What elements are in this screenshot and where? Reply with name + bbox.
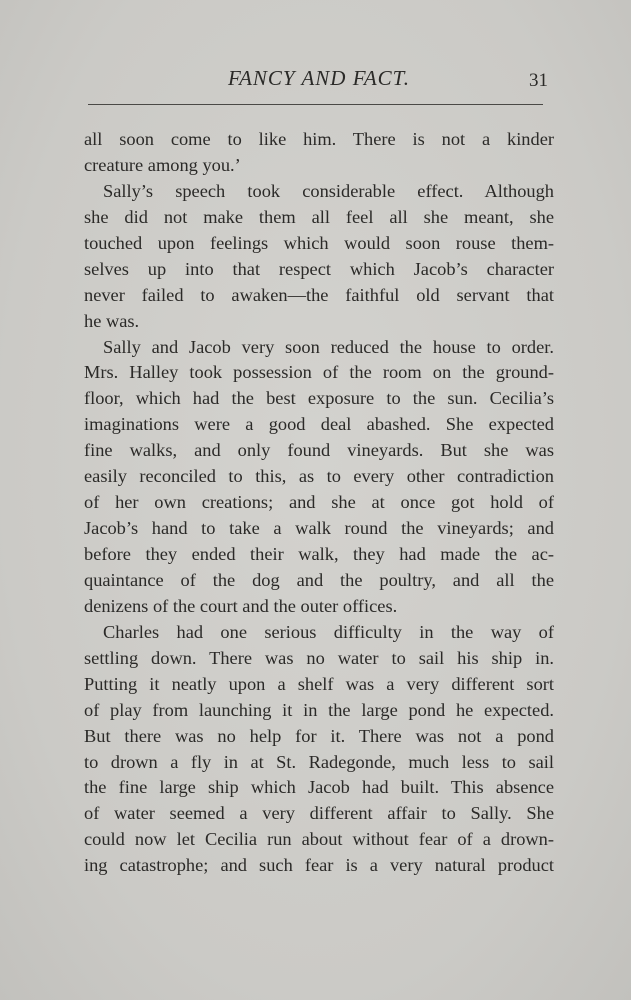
text-line: to drown a fly in at St. Radegonde, much less to sail	[84, 751, 554, 772]
text-line: Mrs. Halley took possession of the room on the ground-	[84, 362, 554, 383]
page-number: 31	[529, 70, 548, 91]
text-line: Sally’s speech took considerable effect. Although	[103, 180, 554, 201]
text-line: creature among you.’	[84, 154, 241, 175]
text-line: quaintance of the dog and the poultry, and all the	[84, 569, 554, 590]
text-line: of her own creations; and she at once got hold of	[84, 492, 554, 513]
text-line: of play from launching it in the large pond he expected.	[84, 699, 554, 720]
text-line: touched upon feelings which would soon rouse them-	[84, 232, 554, 253]
text-line: imaginations were a good deal abashed. She expected	[84, 414, 554, 435]
text-line: he was.	[84, 310, 140, 331]
text-line: But there was no help for it. There was not a pond	[84, 725, 554, 746]
running-head	[86, 66, 552, 96]
body-text	[84, 127, 554, 879]
text-line: could now let Cecilia run about without fear of a drown-	[84, 829, 554, 850]
text-line: she did not make them all feel all she meant, she	[84, 206, 554, 227]
text-line: ing catastrophe; and such fear is a very natural product	[84, 855, 554, 876]
text-line: settling down. There was no water to sail his ship in.	[84, 647, 554, 668]
header-rule	[88, 104, 543, 105]
text-line: never failed to awaken—the faithful old servant that	[84, 284, 554, 305]
text-line: denizens of the court and the outer offices.	[84, 595, 398, 616]
text-line: all soon come to like him. There is not a kinder	[84, 129, 554, 149]
text-line: the fine large ship which Jacob had built. This absence	[84, 777, 554, 798]
text-line: easily reconciled to this, as to every other contradiction	[84, 466, 554, 487]
text-line: floor, which had the best exposure to the sun. Cecilia’s	[84, 388, 554, 409]
text-line: fine walks, and only found vineyards. But she was	[84, 440, 554, 461]
text-line: before they ended their walk, they had made the ac-	[84, 544, 554, 564]
text-line: Jacob’s hand to take a walk round the vineyards; and	[84, 518, 554, 539]
text-line: Putting it neatly upon a shelf was a very different sort	[84, 673, 554, 694]
text-line: selves up into that respect which Jacob’s character	[84, 258, 554, 279]
text-line: Charles had one serious difficulty in the way of	[103, 621, 554, 642]
text-line: Sally and Jacob very soon reduced the house to order.	[103, 336, 554, 357]
chapter-title: FANCY AND FACT.	[227, 66, 411, 90]
text-line: of water seemed a very different affair to Sally. She	[84, 803, 554, 824]
